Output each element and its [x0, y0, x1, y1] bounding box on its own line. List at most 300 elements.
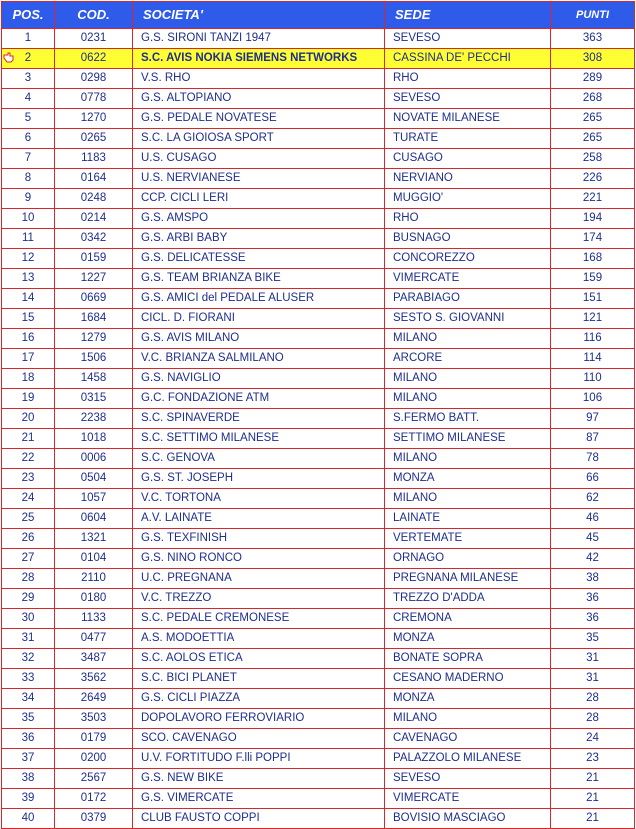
cell-cod [55, 289, 133, 309]
cell-societa-text: S.C. BICI PLANET [141, 672, 237, 684]
cell-punti-text: 66 [586, 472, 599, 484]
cell-pos [2, 689, 55, 709]
cell-sede [385, 189, 551, 209]
cell-societa-text: G.S. TEAM BRIANZA BIKE [141, 272, 281, 284]
cell-cod-text: 0006 [80, 452, 107, 464]
cell-sede-text: CASSINA DE' PECCHI [393, 52, 511, 64]
pointing-hand-icon [3, 52, 14, 63]
cell-sede [385, 169, 551, 189]
cell-punti-text: 36 [586, 592, 599, 604]
header-sede: SEDE [385, 2, 551, 29]
cell-sede [385, 769, 551, 789]
cell-cod [55, 429, 133, 449]
table-row [2, 89, 635, 109]
cell-cod [55, 149, 133, 169]
cell-pos [2, 369, 55, 389]
table-row [2, 709, 635, 729]
cell-sede [385, 109, 551, 129]
cell-pos-text: 3 [24, 72, 32, 84]
cell-sede [385, 29, 551, 49]
table-row [2, 529, 635, 549]
cell-societa [133, 309, 385, 329]
cell-societa [133, 749, 385, 769]
cell-punti [551, 289, 635, 309]
cell-societa [133, 49, 385, 69]
cell-cod [55, 389, 133, 409]
cell-sede-text: NOVATE MILANESE [393, 112, 500, 124]
cell-pos [2, 169, 55, 189]
cell-punti-text: 258 [582, 152, 603, 164]
cell-societa [133, 469, 385, 489]
cell-societa-text: G.S. ST. JOSEPH [141, 472, 234, 484]
cell-cod [55, 649, 133, 669]
cell-punti-text: 31 [586, 652, 599, 664]
cell-societa-text: A.V. LAINATE [141, 512, 212, 524]
ranking-table [1, 1, 635, 829]
table-row [2, 309, 635, 329]
cell-societa-text: CICL. D. FIORANI [141, 312, 235, 324]
cell-sede-text: VERTEMATE [393, 532, 463, 544]
cell-cod [55, 469, 133, 489]
cell-societa-text: G.S. SIRONI TANZI 1947 [141, 32, 271, 44]
cell-punti [551, 669, 635, 689]
cell-punti-text: 114 [583, 352, 602, 364]
cell-pos-text: 16 [21, 332, 35, 344]
cell-cod-text: 0265 [80, 132, 107, 144]
cell-sede-text: SESTO S. GIOVANNI [393, 312, 505, 324]
cell-sede-text: SETTIMO MILANESE [393, 432, 506, 444]
cell-sede-text: MILANO [393, 372, 438, 384]
cell-societa [133, 369, 385, 389]
cell-pos-text: 22 [21, 452, 35, 464]
cell-punti [551, 109, 635, 129]
cell-pos-text: 28 [21, 572, 35, 584]
cell-societa [133, 409, 385, 429]
cell-pos-text: 21 [21, 432, 35, 444]
cell-cod-text: 0104 [80, 552, 107, 564]
cell-punti [551, 589, 635, 609]
cell-cod-text: 1057 [80, 492, 107, 504]
cell-punti [551, 729, 635, 749]
cell-cod-text: 0172 [80, 792, 107, 804]
cell-societa [133, 669, 385, 689]
cell-punti [551, 49, 635, 69]
cell-cod [55, 769, 133, 789]
cell-pos-text: 7 [24, 152, 32, 164]
cell-sede-text: BUSNAGO [393, 232, 451, 244]
cell-punti-text: 42 [586, 552, 599, 564]
cell-societa-text: S.C. PEDALE CREMONESE [141, 612, 290, 624]
cell-pos-text: 26 [21, 532, 35, 544]
cell-punti-text: 21 [586, 812, 599, 824]
cell-sede-text: PREGNANA MILANESE [393, 572, 519, 584]
cell-pos [2, 209, 55, 229]
cell-pos [2, 409, 55, 429]
table-row [2, 109, 635, 129]
cell-pos-text: 13 [21, 272, 35, 284]
cell-punti [551, 249, 635, 269]
cell-pos-text: 15 [21, 312, 35, 324]
cell-cod-text: 0604 [80, 512, 107, 524]
cell-pos [2, 649, 55, 669]
cell-punti-text: 23 [586, 752, 599, 764]
cell-cod [55, 169, 133, 189]
cell-cod [55, 809, 133, 829]
cell-pos-text: 18 [21, 372, 35, 384]
cell-punti [551, 809, 635, 829]
cell-pos-text: 1 [24, 32, 32, 44]
cell-pos [2, 149, 55, 169]
cell-sede-text: CUSAGO [393, 152, 443, 164]
table-row [2, 609, 635, 629]
cell-punti [551, 469, 635, 489]
cell-societa-text: G.S. PEDALE NOVATESE [141, 112, 277, 124]
table-row [2, 669, 635, 689]
cell-cod-text: 0180 [80, 592, 107, 604]
cell-societa-text: G.S. AMICI del PEDALE ALUSER [141, 292, 315, 304]
cell-societa [133, 189, 385, 209]
cell-punti-text: 31 [586, 672, 599, 684]
cell-sede [385, 609, 551, 629]
cell-cod [55, 309, 133, 329]
cell-pos-text: 6 [24, 132, 32, 144]
cell-pos-text: 8 [24, 172, 32, 184]
header-pos: POS. [2, 2, 55, 29]
table-row [2, 409, 635, 429]
cell-punti [551, 229, 635, 249]
cell-sede-text: NERVIANO [393, 172, 453, 184]
cell-pos-text: 19 [21, 392, 35, 404]
table-row [2, 369, 635, 389]
cell-pos [2, 29, 55, 49]
cell-societa [133, 789, 385, 809]
cell-punti-text: 151 [582, 292, 603, 304]
cell-cod-text: 1270 [80, 112, 107, 124]
cell-sede [385, 729, 551, 749]
cell-cod [55, 129, 133, 149]
cell-cod [55, 529, 133, 549]
cell-punti-text: 35 [586, 632, 599, 644]
cell-punti [551, 649, 635, 669]
cell-sede [385, 349, 551, 369]
cell-punti-text: 221 [582, 192, 603, 204]
cell-punti [551, 489, 635, 509]
cell-punti-text: 78 [586, 452, 599, 464]
cell-sede-text: MILANO [393, 392, 438, 404]
cell-societa-text: G.S. AMSPO [141, 212, 209, 224]
cell-societa-text: V.C. TREZZO [141, 592, 212, 604]
cell-pos-text: 14 [21, 292, 35, 304]
cell-sede-text: RHO [393, 72, 419, 84]
cell-societa-text: SCO. CAVENAGO [141, 732, 237, 744]
cell-sede-text: MILANO [393, 452, 438, 464]
cell-sede [385, 469, 551, 489]
cell-punti [551, 789, 635, 809]
cell-societa [133, 529, 385, 549]
cell-pos [2, 329, 55, 349]
cell-societa [133, 429, 385, 449]
cell-societa [133, 689, 385, 709]
cell-societa [133, 809, 385, 829]
cell-cod-text: 0504 [80, 472, 107, 484]
cell-sede-text: VIMERCATE [393, 272, 460, 284]
cell-sede [385, 509, 551, 529]
cell-sede-text: S.FERMO BATT. [393, 412, 480, 424]
table-row [2, 129, 635, 149]
cell-pos [2, 349, 55, 369]
cell-societa-text: V.S. RHO [141, 72, 191, 84]
cell-pos-text: 27 [21, 552, 35, 564]
cell-pos [2, 429, 55, 449]
cell-punti-text: 265 [582, 112, 603, 124]
cell-sede [385, 529, 551, 549]
cell-sede-text: ARCORE [393, 352, 443, 364]
cell-societa [133, 389, 385, 409]
cell-cod [55, 229, 133, 249]
cell-sede-text: LAINATE [393, 512, 441, 524]
cell-punti [551, 549, 635, 569]
cell-pos [2, 249, 55, 269]
cell-sede [385, 649, 551, 669]
cell-sede [385, 269, 551, 289]
cell-pos-text: 2 [24, 52, 32, 64]
cell-societa-text: U.V. FORTITUDO F.lli POPPI [141, 752, 291, 764]
cell-punti-text: 363 [582, 32, 603, 44]
cell-punti [551, 389, 635, 409]
cell-sede [385, 149, 551, 169]
table-row [2, 449, 635, 469]
cell-societa-text: S.C. LA GIOIOSA SPORT [141, 132, 274, 144]
cell-sede-text: CONCOREZZO [393, 252, 475, 264]
header-row [2, 2, 635, 29]
table-row [2, 169, 635, 189]
cell-sede [385, 289, 551, 309]
cell-cod [55, 329, 133, 349]
cell-sede [385, 589, 551, 609]
cell-societa-text: DOPOLAVORO FERROVIARIO [141, 712, 305, 724]
cell-punti-text: 174 [582, 232, 603, 244]
table-row [2, 49, 635, 69]
cell-punti [551, 749, 635, 769]
cell-societa-text: G.S. NAVIGLIO [141, 372, 221, 384]
cell-cod [55, 569, 133, 589]
cell-societa-text: G.S. AVIS MILANO [141, 332, 240, 344]
cell-sede [385, 409, 551, 429]
cell-cod-text: 3487 [80, 652, 107, 664]
cell-punti [551, 529, 635, 549]
cell-cod-text: 0778 [80, 92, 107, 104]
cell-sede [385, 49, 551, 69]
cell-punti [551, 89, 635, 109]
cell-cod-text: 3503 [80, 712, 107, 724]
cell-sede [385, 449, 551, 469]
cell-punti-text: 38 [586, 572, 599, 584]
cell-pos-text: 20 [21, 412, 35, 424]
cell-sede [385, 789, 551, 809]
cell-societa [133, 229, 385, 249]
cell-societa-text: G.S. NINO RONCO [141, 552, 242, 564]
cell-societa [133, 129, 385, 149]
cell-sede-text: CAVENAGO [393, 732, 458, 744]
cell-cod-text: 3562 [80, 672, 107, 684]
cell-societa [133, 29, 385, 49]
cell-punti [551, 349, 635, 369]
cell-societa-text: S.C. GENOVA [141, 452, 215, 464]
cell-cod-text: 0200 [80, 752, 107, 764]
cell-sede-text: VIMERCATE [393, 792, 460, 804]
cell-sede-text: PARABIAGO [393, 292, 460, 304]
cell-cod [55, 509, 133, 529]
cell-sede [385, 709, 551, 729]
cell-punti-text: 28 [586, 692, 599, 704]
cell-pos-text: 5 [24, 112, 32, 124]
cell-pos [2, 589, 55, 609]
cell-pos-text: 38 [21, 772, 35, 784]
cell-sede [385, 549, 551, 569]
cell-societa-text: S.C. AOLOS ETICA [141, 652, 243, 664]
cell-sede-text: ORNAGO [393, 552, 445, 564]
cell-cod [55, 249, 133, 269]
cell-pos-text: 12 [21, 252, 35, 264]
table-row [2, 629, 635, 649]
table-row [2, 349, 635, 369]
cell-cod-text: 2649 [80, 692, 107, 704]
cell-sede [385, 89, 551, 109]
cell-sede-text: MONZA [393, 632, 435, 644]
cell-pos [2, 489, 55, 509]
header-punti: PUNTI [551, 2, 635, 29]
cell-pos-text: 9 [24, 192, 32, 204]
cell-societa [133, 69, 385, 89]
cell-punti-text: 36 [586, 612, 599, 624]
cell-pos-text: 32 [21, 652, 35, 664]
cell-societa [133, 569, 385, 589]
table-row [2, 509, 635, 529]
cell-pos [2, 269, 55, 289]
cell-pos [2, 469, 55, 489]
cell-sede-text: PALAZZOLO MILANESE [393, 752, 522, 764]
cell-cod-text: 0298 [80, 72, 107, 84]
table-row [2, 29, 635, 49]
cell-punti-text: 21 [586, 792, 599, 804]
cell-societa [133, 209, 385, 229]
cell-punti-text: 226 [582, 172, 603, 184]
cell-pos [2, 669, 55, 689]
cell-pos-text: 25 [21, 512, 35, 524]
cell-pos-text: 30 [21, 612, 35, 624]
cell-punti [551, 29, 635, 49]
cell-cod [55, 69, 133, 89]
cell-sede [385, 429, 551, 449]
cell-pos-text: 31 [21, 632, 35, 644]
cell-societa-text: V.C. TORTONA [141, 492, 221, 504]
cell-societa-text: U.S. NERVIANESE [141, 172, 241, 184]
cell-societa [133, 589, 385, 609]
cell-pos-text: 33 [21, 672, 35, 684]
cell-cod [55, 729, 133, 749]
table-row [2, 189, 635, 209]
table-row [2, 549, 635, 569]
cell-punti-text: 289 [582, 72, 603, 84]
cell-pos-text: 23 [21, 472, 35, 484]
cell-pos-text: 4 [24, 92, 32, 104]
cell-cod-text: 1018 [80, 432, 107, 444]
cell-pos-text: 34 [21, 692, 35, 704]
cell-sede-text: BONATE SOPRA [393, 652, 483, 664]
cell-cod-text: 0477 [80, 632, 107, 644]
cell-sede [385, 389, 551, 409]
cell-pos [2, 609, 55, 629]
cell-cod [55, 349, 133, 369]
cell-societa-text: G.S. CICLI PIAZZA [141, 692, 241, 704]
cell-cod-text: 1684 [80, 312, 107, 324]
cell-cod [55, 629, 133, 649]
cell-cod [55, 369, 133, 389]
cell-sede-text: MILANO [393, 712, 438, 724]
cell-pos [2, 769, 55, 789]
cell-cod-text: 0248 [80, 192, 107, 204]
cell-sede-text: CESANO MADERNO [393, 672, 504, 684]
cell-societa-text: S.C. SETTIMO MILANESE [141, 432, 280, 444]
cell-pos [2, 109, 55, 129]
table-row [2, 429, 635, 449]
cell-pos [2, 629, 55, 649]
cell-punti [551, 509, 635, 529]
cell-pos [2, 309, 55, 329]
cell-sede [385, 69, 551, 89]
cell-societa-text: V.C. BRIANZA SALMILANO [141, 352, 284, 364]
cell-cod [55, 109, 133, 129]
cell-pos [2, 709, 55, 729]
cell-punti-text: 168 [582, 252, 603, 264]
cell-societa [133, 649, 385, 669]
cell-punti-text: 87 [586, 432, 599, 444]
cell-sede-text: CREMONA [393, 612, 452, 624]
cell-punti-text: 106 [582, 392, 603, 404]
cell-cod-text: 1227 [80, 272, 107, 284]
cell-cod-text: 0342 [80, 232, 107, 244]
cell-societa-text: CLUB FAUSTO COPPI [141, 812, 260, 824]
cell-pos [2, 449, 55, 469]
cell-pos [2, 809, 55, 829]
cell-punti-text: 24 [586, 732, 599, 744]
cell-cod [55, 589, 133, 609]
cell-punti [551, 169, 635, 189]
cell-sede [385, 229, 551, 249]
cell-sede [385, 249, 551, 269]
cell-societa [133, 549, 385, 569]
cell-pos-text: 37 [21, 752, 35, 764]
cell-punti-text: 46 [586, 512, 599, 524]
cell-societa [133, 709, 385, 729]
cell-cod [55, 29, 133, 49]
cell-punti-text: 62 [586, 492, 599, 504]
cell-societa [133, 149, 385, 169]
cell-cod-text: 2110 [81, 572, 106, 584]
cell-sede [385, 569, 551, 589]
cell-cod [55, 49, 133, 69]
cell-sede [385, 809, 551, 829]
cell-punti [551, 69, 635, 89]
cell-punti-text: 45 [586, 532, 599, 544]
cell-cod-text: 0622 [80, 52, 107, 64]
cell-punti-text: 110 [583, 372, 602, 384]
table-row [2, 569, 635, 589]
cell-cod-text: 1506 [80, 352, 107, 364]
cell-pos [2, 389, 55, 409]
cell-cod [55, 789, 133, 809]
cell-pos [2, 509, 55, 529]
